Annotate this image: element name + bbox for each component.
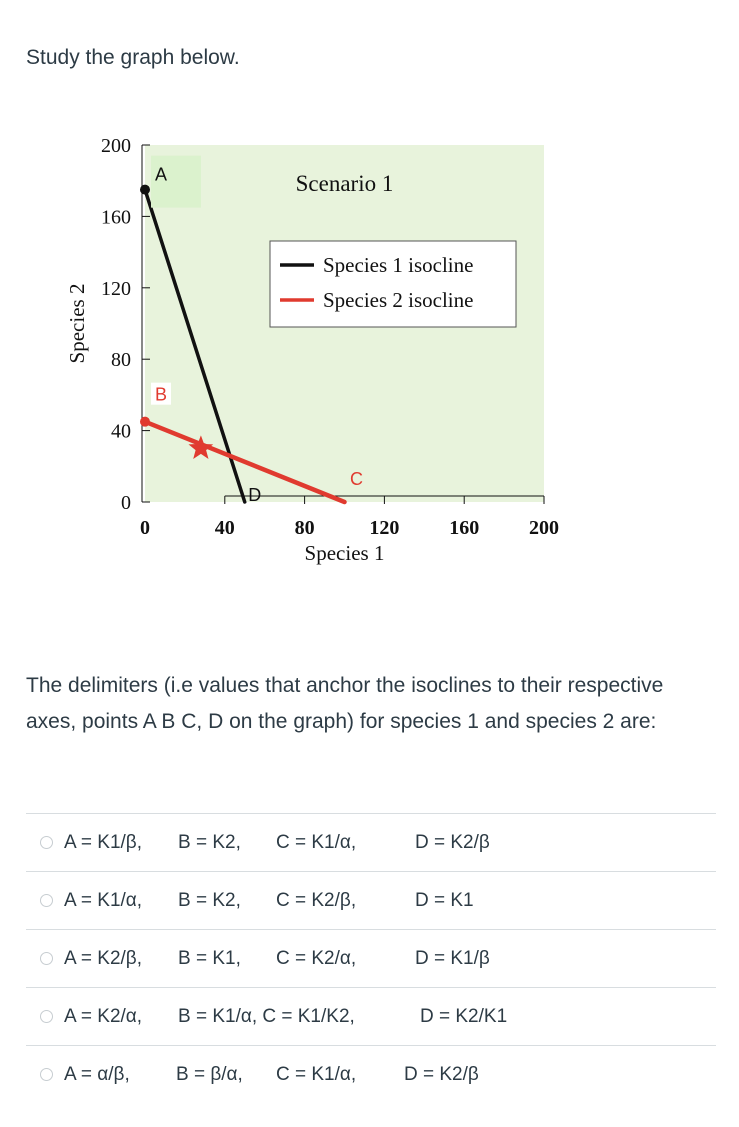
intro-text: Study the graph below. <box>26 46 240 69</box>
y-tick-label: 0 <box>121 492 131 514</box>
answer-option-3[interactable] <box>26 929 716 987</box>
legend-label: Species 1 isocline <box>323 253 474 277</box>
option-part-a: A = K1/α, <box>64 890 143 911</box>
option-part-b: B = K2, <box>178 832 241 853</box>
x-tick-label: 0 <box>140 517 150 539</box>
option-part-c: C = K1/α, <box>276 832 357 853</box>
x-tick-label: 160 <box>449 517 480 539</box>
y-tick-label: 160 <box>101 206 131 229</box>
point-label-c: C <box>350 469 363 489</box>
option-part-d: D = K1 <box>415 890 474 911</box>
x-tick-label: 200 <box>529 517 559 539</box>
option-part-c: C = K1/α, <box>276 1064 357 1085</box>
radio-button[interactable] <box>40 1010 53 1023</box>
answer-option-1[interactable] <box>26 813 716 871</box>
y-tick-label: 120 <box>101 277 131 300</box>
radio-button[interactable] <box>40 836 53 849</box>
radio-button[interactable] <box>40 952 53 965</box>
option-part-c: C = K2/β, <box>276 890 357 911</box>
answer-options <box>26 813 716 1103</box>
isocline-chart <box>60 120 580 580</box>
point-label-d: D <box>248 485 262 505</box>
option-part-a: A = K1/β, <box>64 832 143 853</box>
y-tick-label: 80 <box>111 349 131 372</box>
y-tick-label: 40 <box>111 420 131 443</box>
x-tick-label: 80 <box>294 517 315 539</box>
option-part-a: A = α/β, <box>64 1064 130 1085</box>
x-axis-title: Species 1 <box>304 541 385 565</box>
question-text: The delimiters (i.e values that anchor the isoclines to their respective axes, points A B C, D on the graph) for species 1 and species 2 are: <box>26 674 664 733</box>
answer-option-4[interactable] <box>26 987 716 1045</box>
point-b-marker <box>140 417 150 427</box>
y-tick-label: 200 <box>101 135 131 157</box>
point-label-a: A <box>154 164 168 185</box>
point-a-marker <box>140 185 150 195</box>
answer-option-5[interactable] <box>26 1045 716 1103</box>
option-part-b: B = K1, <box>178 948 241 969</box>
option-part-d: D = K2/K1 <box>420 1006 508 1027</box>
option-part-b: B = K1/α, C = K1/K2, <box>178 1006 355 1027</box>
point-label-b: B <box>154 384 168 405</box>
legend-label: Species 2 isocline <box>323 288 474 312</box>
x-tick-label: 120 <box>369 517 400 539</box>
x-tick-label: 40 <box>214 517 235 539</box>
answer-option-2[interactable] <box>26 871 716 929</box>
option-part-a: A = K2/β, <box>64 948 143 969</box>
option-part-d: D = K2/β <box>404 1064 479 1085</box>
option-part-d: D = K1/β <box>415 948 490 969</box>
y-axis-title: Species 2 <box>65 283 89 364</box>
chart-svg <box>60 120 580 580</box>
option-part-b: B = K2, <box>178 890 241 911</box>
radio-button[interactable] <box>40 1068 53 1081</box>
option-part-b: B = β/α, <box>176 1064 243 1085</box>
option-part-d: D = K2/β <box>415 832 490 853</box>
option-part-a: A = K2/α, <box>64 1006 143 1027</box>
option-part-c: C = K2/α, <box>276 948 357 969</box>
radio-button[interactable] <box>40 894 53 907</box>
chart-title: Scenario 1 <box>295 171 394 196</box>
